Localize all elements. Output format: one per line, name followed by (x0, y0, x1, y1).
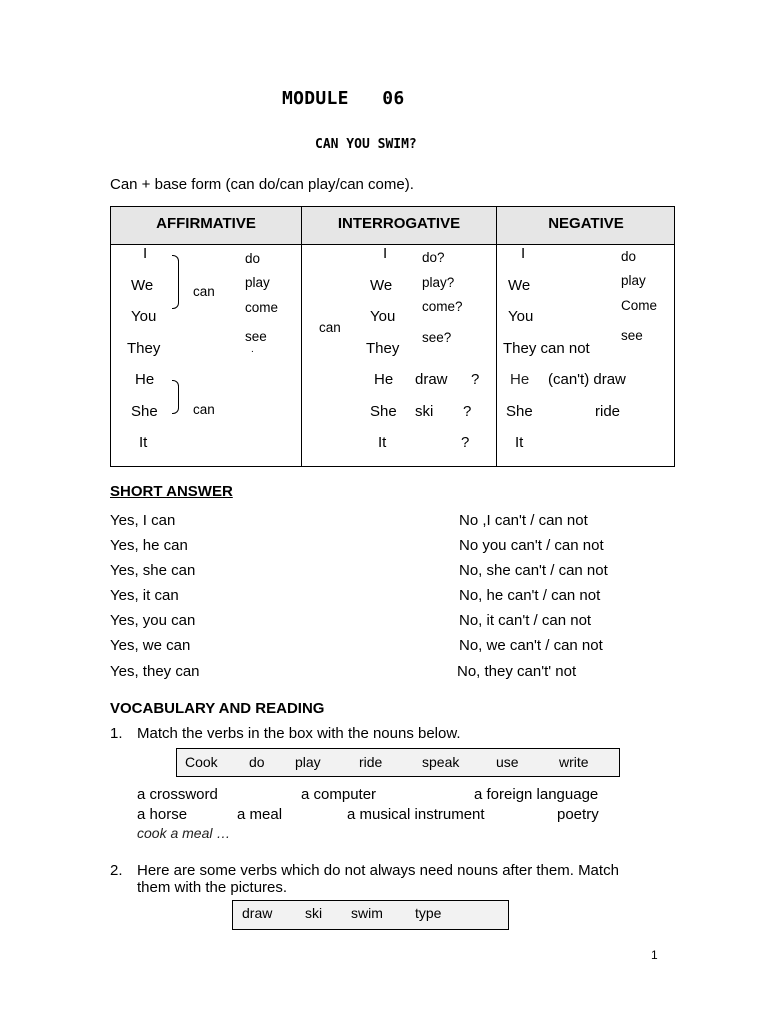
no-answer: No, he can't / can not (459, 587, 601, 604)
page-subtitle: CAN YOU SWIM? (315, 137, 417, 152)
int-pronoun: We (370, 277, 393, 294)
int-pronoun: I (383, 245, 388, 262)
brace-icon (172, 255, 179, 309)
neg-pronoun: She (506, 403, 533, 420)
int-verb: see? (422, 330, 452, 345)
question-text: Match the verbs in the box with the nouns below. (137, 725, 461, 742)
noun: a musical instrument (347, 806, 485, 823)
header-affirmative: AFFIRMATIVE (156, 215, 256, 232)
aff-pronoun: We (131, 277, 154, 294)
int-pronoun: It (378, 434, 387, 451)
page-number: 1 (651, 948, 658, 962)
noun: a meal (237, 806, 283, 823)
box-word: play (295, 754, 321, 770)
noun: a computer (301, 786, 377, 803)
box-word: use (496, 754, 519, 770)
header-interrogative: INTERROGATIVE (337, 215, 461, 232)
header-negative: NEGATIVE (548, 215, 624, 232)
int-qmark: ? (471, 371, 480, 388)
yes-answer: Yes, it can (110, 587, 179, 604)
box-word: ride (359, 754, 383, 770)
no-answer: No, we can't / can not (459, 637, 603, 654)
question-text: Here are some verbs which do not always need nouns after them. Match (137, 862, 619, 879)
int-pronoun: You (370, 308, 396, 325)
question-number: 2. (110, 862, 123, 879)
aff-pronoun: They (127, 340, 161, 357)
aff-pronoun: He (135, 371, 155, 388)
int-verb: draw (415, 371, 448, 388)
brace-icon (172, 380, 179, 414)
box-word: speak (422, 754, 460, 770)
aff-verb: do (245, 251, 261, 266)
example-answer: cook a meal … (137, 825, 231, 841)
aff-can: can (193, 402, 215, 417)
int-verb: ski (415, 403, 434, 420)
aff-dot: . (251, 344, 254, 355)
yes-answer: Yes, you can (110, 612, 196, 629)
box-word: type (415, 905, 442, 921)
int-pronoun: He (374, 371, 394, 388)
no-answer: No, they can't' not (457, 663, 577, 680)
yes-answer: Yes, I can (110, 512, 176, 529)
aff-pronoun: You (131, 308, 157, 325)
int-qmark: ? (463, 403, 472, 420)
verb-box (232, 900, 509, 930)
int-qmark: ? (461, 434, 470, 451)
vocab-heading: VOCABULARY AND READING (110, 700, 325, 717)
aff-can: can (193, 284, 215, 299)
verb-box (176, 748, 620, 777)
yes-answer: Yes, we can (110, 637, 191, 654)
page-title: MODULE 06 (282, 88, 405, 109)
no-answer: No ,I can't / can not (459, 512, 588, 529)
int-verb: come? (422, 299, 463, 314)
noun: poetry (557, 806, 599, 823)
neg-pronoun: I (521, 245, 526, 262)
box-word: swim (351, 905, 383, 921)
aff-pronoun: It (139, 434, 148, 451)
yes-answer: Yes, he can (110, 537, 188, 554)
neg-pronoun: We (508, 277, 531, 294)
neg-pronoun: He (510, 371, 530, 388)
no-answer: No, she can't / can not (459, 562, 608, 579)
neg-verb: play (621, 273, 646, 288)
neg-pronoun: It (515, 434, 524, 451)
int-verb: play? (422, 275, 455, 290)
neg-pronoun: They can not (503, 340, 590, 357)
neg-verb: Come (621, 298, 658, 313)
no-answer: No you can't / can not (459, 537, 604, 554)
column-divider (496, 207, 497, 466)
neg-cant-draw: (can't) draw (548, 371, 626, 388)
noun: a foreign language (474, 786, 599, 803)
aff-verb: play (245, 275, 270, 290)
box-word: do (249, 754, 265, 770)
box-word: draw (242, 905, 273, 921)
neg-verb: do (621, 249, 637, 264)
yes-answer: Yes, she can (110, 562, 196, 579)
question-text: them with the pictures. (137, 879, 288, 896)
int-pronoun: She (370, 403, 397, 420)
aff-pronoun: She (131, 403, 158, 420)
box-word: Cook (185, 754, 218, 770)
no-answer: No, it can't / can not (459, 612, 592, 629)
int-can: can (319, 320, 341, 335)
neg-verb: see (621, 328, 643, 343)
int-verb: do? (422, 250, 445, 265)
box-word: ski (305, 905, 323, 921)
noun: a horse (137, 806, 188, 823)
neg-verb: ride (595, 403, 621, 420)
grammar-table (110, 206, 675, 467)
aff-verb: come (245, 300, 279, 315)
yes-answer: Yes, they can (110, 663, 200, 680)
aff-verb: see (245, 329, 267, 344)
int-pronoun: They (366, 340, 400, 357)
intro-text: Can + base form (can do/can play/can come). (110, 176, 414, 193)
short-answer-heading: SHORT ANSWER (110, 483, 233, 500)
aff-pronoun: I (143, 245, 148, 262)
box-word: write (559, 754, 589, 770)
column-divider (301, 207, 302, 466)
noun: a crossword (137, 786, 218, 803)
neg-pronoun: You (508, 308, 534, 325)
question-number: 1. (110, 725, 123, 742)
